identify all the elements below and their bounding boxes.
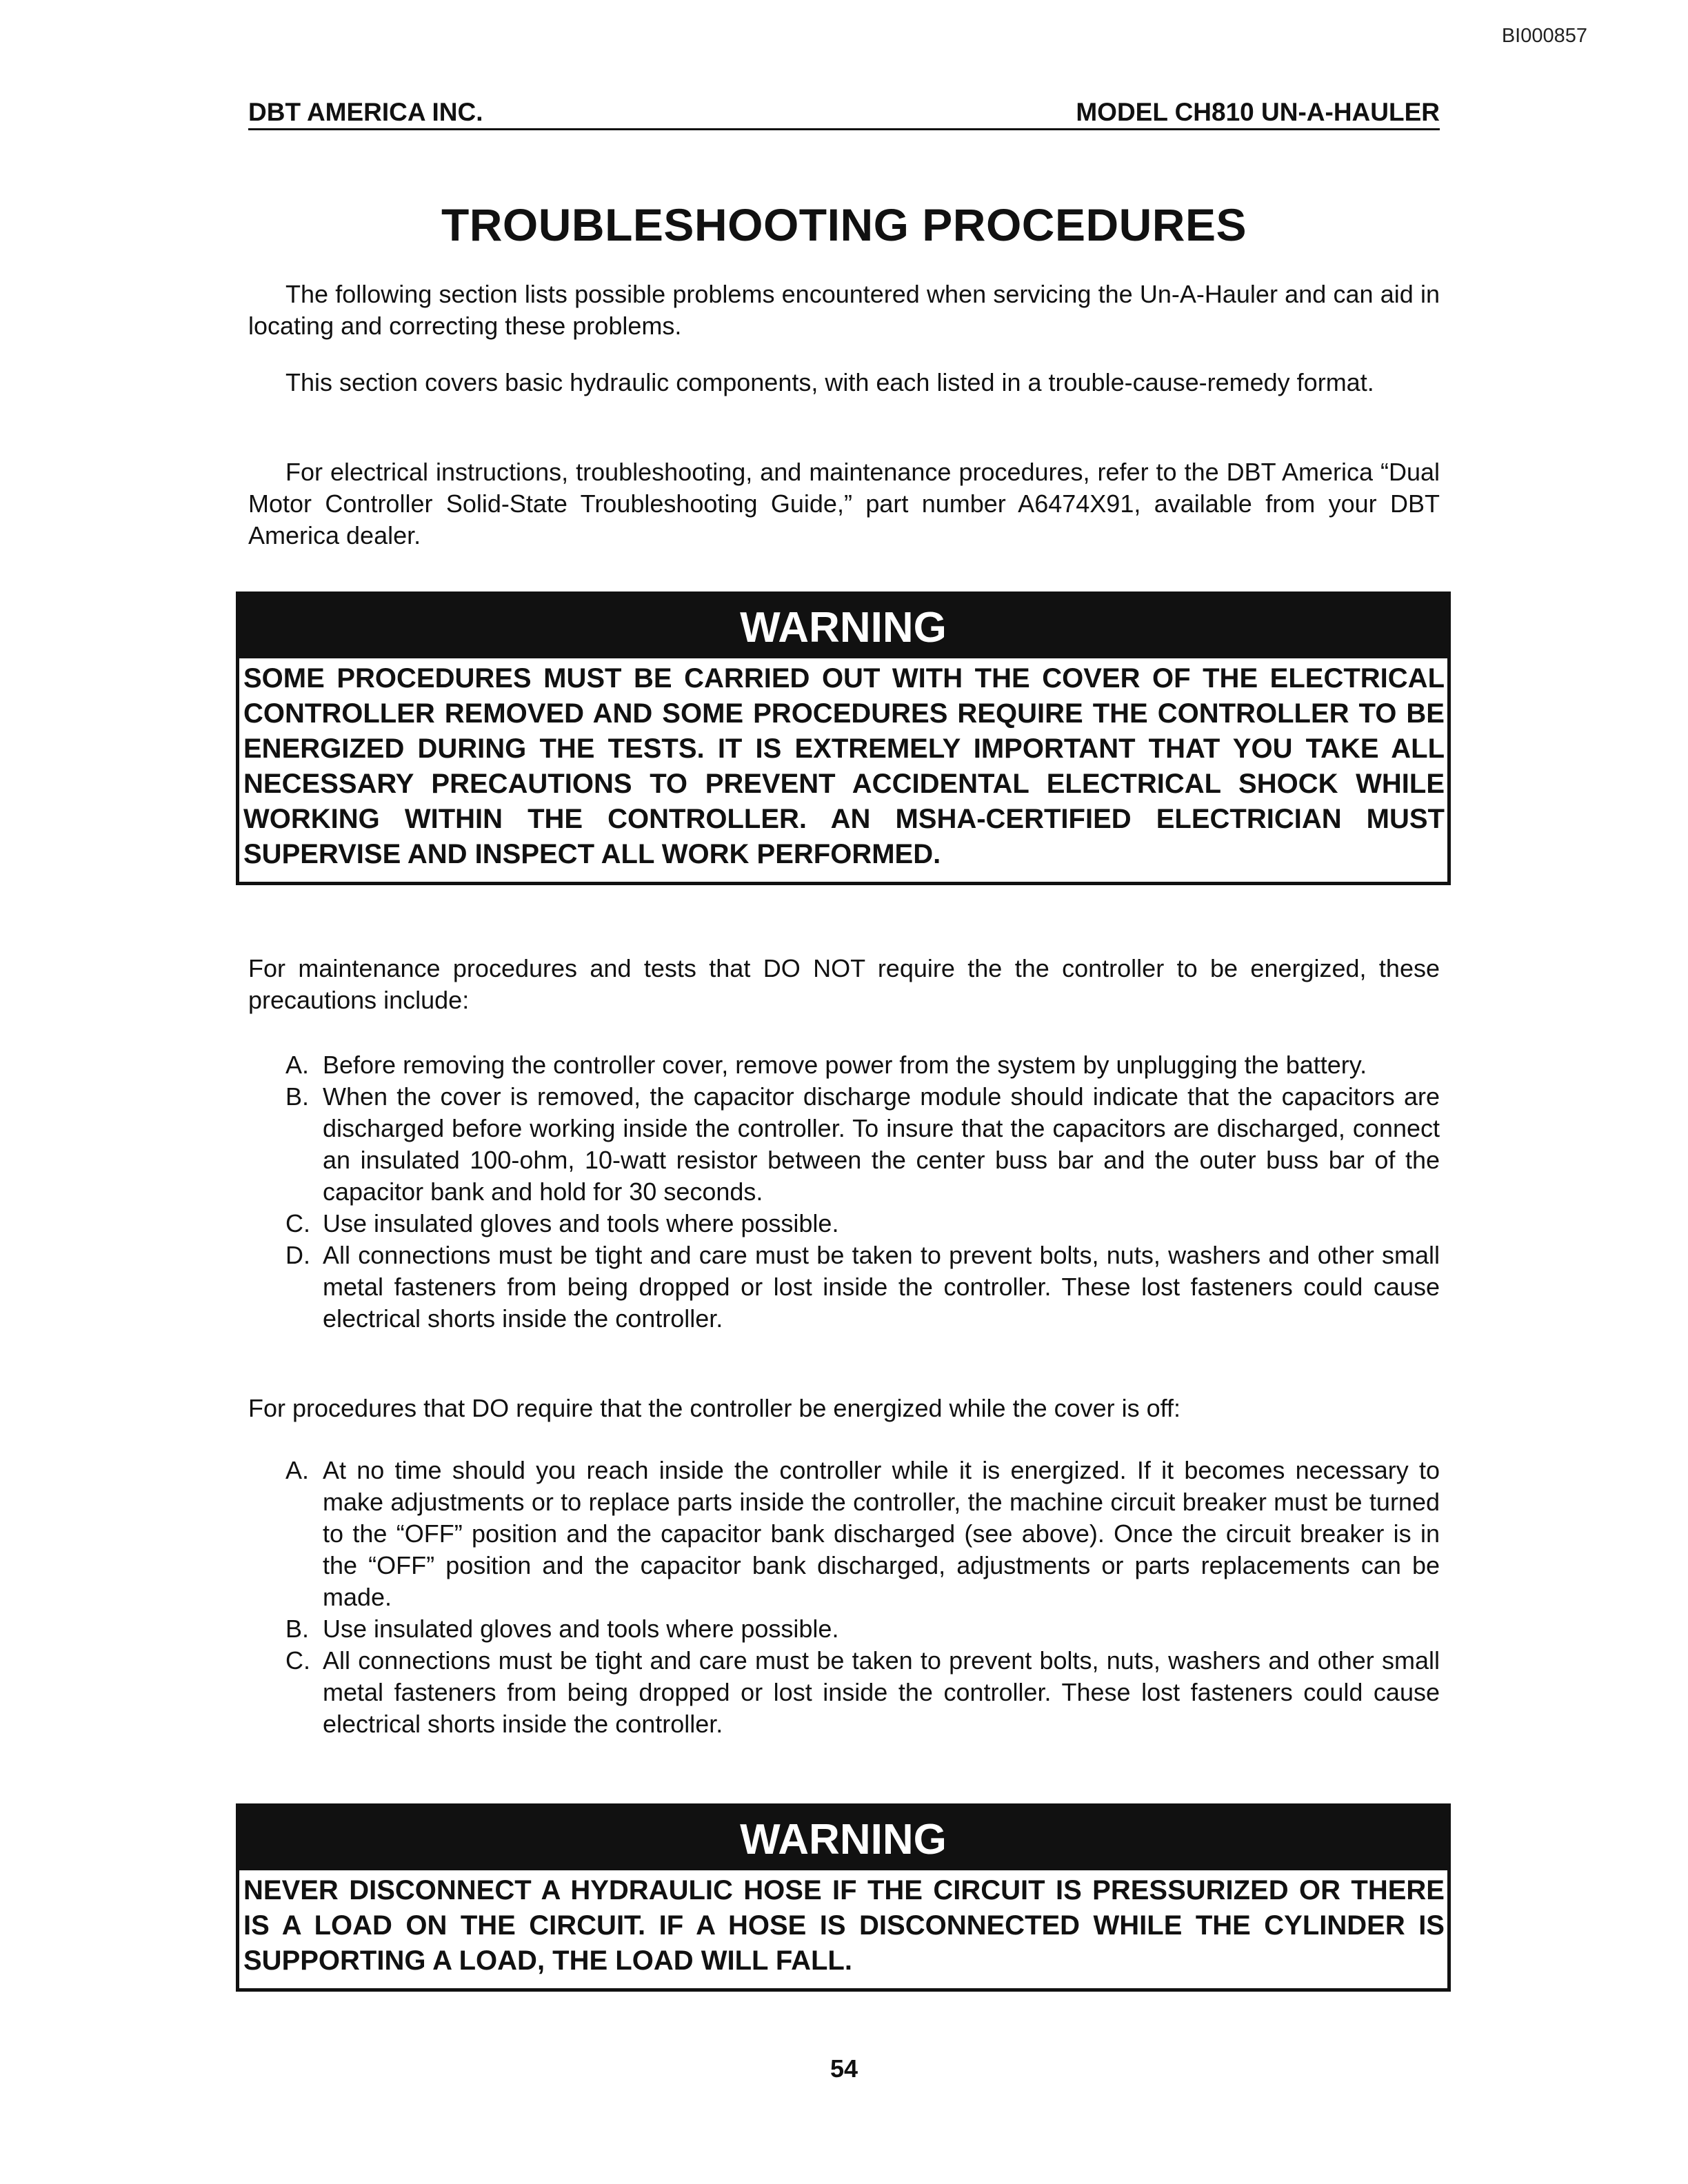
list-item-letter: B. (285, 1082, 310, 1111)
warning-heading: WARNING (239, 1807, 1447, 1870)
list-item (285, 1081, 1440, 1208)
list-item-letter: D. (285, 1241, 310, 1269)
list-item-text: Before removing the controller cover, remove power from the system by unplugging the battery. (323, 1051, 1367, 1079)
warning-box-electrical (236, 592, 1451, 885)
list-item-letter: C. (285, 1209, 310, 1237)
page-header (248, 98, 1440, 130)
warning-box-hydraulic (236, 1803, 1451, 1992)
list-item (285, 1645, 1440, 1740)
list-item-text: Use insulated gloves and tools where possible. (323, 1615, 839, 1643)
header-company: DBT AMERICA INC. (248, 98, 483, 126)
document-id: BI000857 (1501, 25, 1587, 47)
header-model: MODEL CH810 UN-A-HAULER (1076, 98, 1440, 126)
warning-heading: WARNING (239, 595, 1447, 658)
list-item-text: When the cover is removed, the capacitor discharge module should indicate that the capacitors are discharged before working inside the controller. To insure that the capacitors are discharged, connect an insulated 100-ohm, 10-watt resistor between the center buss bar and the outer buss bar of the capacitor bank and hold for 30 seconds. (323, 1082, 1440, 1206)
list-item-letter: A. (285, 1051, 310, 1079)
page-title: TROUBLESHOOTING PROCEDURES (441, 199, 1247, 250)
list-item-text: All connections must be tight and care must be taken to prevent bolts, nuts, washers and other small metal fasteners from being dropped or lost inside the controller. These lost fasteners could cause electrical shorts inside the controller. (323, 1241, 1440, 1333)
list-item-letter: A. (285, 1456, 310, 1484)
not-energized-lead: For maintenance procedures and tests that DO NOT require the the controller to be energized, these precautions include: (248, 954, 1440, 1014)
list-item (285, 1208, 1440, 1240)
list-item-text: All connections must be tight and care must be taken to prevent bolts, nuts, washers and other small metal fasteners from being dropped or lost inside the controller. These lost fasteners could cause electrical shorts inside the controller. (323, 1646, 1440, 1738)
intro-paragraph-1: The following section lists possible problems encountered when servicing the Un-A-Hauler and can aid in locating and correcting these problems. (248, 280, 1440, 340)
list-item (285, 1455, 1440, 1613)
list-item-text: At no time should you reach inside the controller while it is energized. If it becomes necessary to make adjustments or to replace parts inside the controller, the machine circuit breaker must be turned to the “OFF” position and the capacitor bank discharged (see above). Once the circuit breaker is in the “OFF” position and the capacitor bank discharged, adjustments or parts replacements can be made. (323, 1456, 1440, 1611)
intro-paragraph-3: For electrical instructions, troubleshooting, and maintenance procedures, refer to the DBT America “Dual Motor Controller Solid-State Troubleshooting Guide,” part number A6474X91, available from your DBT America dealer. (248, 458, 1440, 549)
energized-lead: For procedures that DO require that the controller be energized while the cover is off: (248, 1394, 1181, 1422)
list-item (285, 1613, 1440, 1645)
not-energized-list (285, 1049, 1440, 1335)
list-item-letter: B. (285, 1615, 310, 1643)
list-item (285, 1049, 1440, 1081)
list-item-text: Use insulated gloves and tools where possible. (323, 1209, 839, 1237)
energized-list (285, 1455, 1440, 1740)
intro-paragraph-2: This section covers basic hydraulic components, with each listed in a trouble-cause-remedy format. (285, 368, 1374, 396)
warning-text: SOME PROCEDURES MUST BE CARRIED OUT WITH THE COVER OF THE ELECTRICAL CONTROLLER REMOVED AND SOME PROCEDURES REQUIRE THE CONTROLLER TO BE ENERGIZED DURING THE TESTS. IT IS EXTREMELY IMPORTANT THAT YOU TAKE ALL NECESSARY PRECAUTIONS TO PREVENT ACCIDENTAL ELECTRICAL SHOCK WHILE WORKING WITHIN THE CONTROLLER. AN MSHA-CERTIFIED ELECTRICIAN MUST SUPERVISE AND INSPECT ALL WORK PERFORMED. (243, 663, 1445, 869)
page-number: 54 (830, 2054, 858, 2083)
list-item-letter: C. (285, 1646, 310, 1675)
list-item (285, 1240, 1440, 1335)
warning-text: NEVER DISCONNECT A HYDRAULIC HOSE IF THE CIRCUIT IS PRESSURIZED OR THERE IS A LOAD ON THE CIRCUIT. IF A HOSE IS DISCONNECTED WHILE THE CYLINDER IS SUPPORTING A LOAD, THE LOAD WILL FALL. (243, 1875, 1445, 1976)
